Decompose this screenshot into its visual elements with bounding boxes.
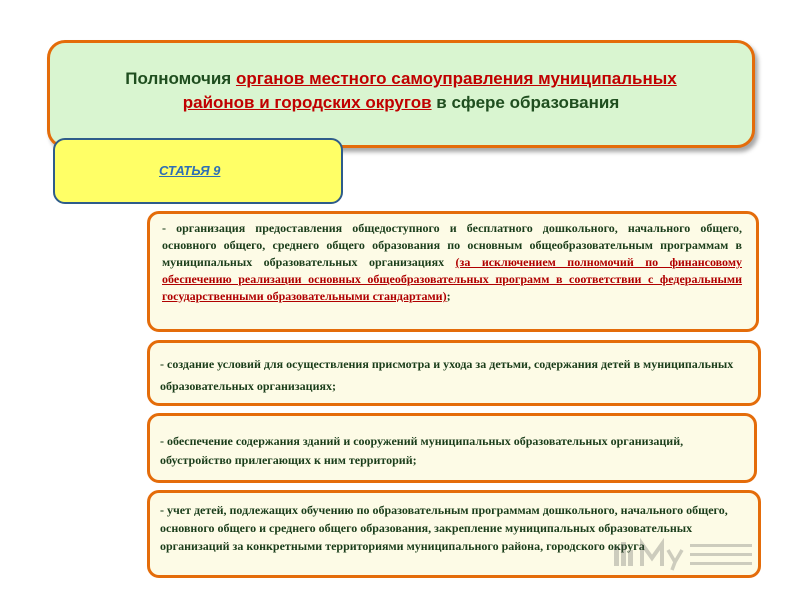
title-highlight: органов местного самоуправления муниципальных районов и городских округов [182,69,677,112]
title-part-1: Полномочия [125,69,236,88]
list-item-3 [147,413,757,483]
list-item-4-text: - учет детей, подлежащих обучению по образовательным программам дошкольного, начального общего, основного общего и среднего общего образования, закрепление муниципальных образовательных организаций за конкретными территориями муниципального района, городского округа [160,503,728,553]
page-title [101,67,701,115]
list-item-1-text: - организация предоставления общедоступного и бесплатного дошкольного, начального общего, основного общего, среднего общего образования по основным общеобразовательным программам в муниципальных образовательных организациях [162,221,742,269]
list-item-1-highlight: (за исключением полномочий по финансовому обеспечению реализации основных общеобразовательных программ в соответствии с федеральными государственными образовательными стандартами) [162,255,742,303]
article-box [53,138,343,204]
watermark-logo [612,538,762,572]
list-item-1-tail: ; [446,289,451,303]
list-item-2-text: - создание условий для осуществления присмотра и ухода за детьми, содержания детей в муниципальных образовательных организациях; [160,357,734,393]
list-item-2 [147,340,761,406]
title-box [47,40,755,148]
list-item-1 [147,211,759,332]
title-part-3: в сфере образования [431,93,620,112]
list-item-3-text: - обеспечение содержания зданий и сооружений муниципальных образовательных организаций, обустройство прилегающих к ним территорий; [160,434,684,467]
article-link[interactable]: СТАТЬЯ 9 [159,163,221,178]
